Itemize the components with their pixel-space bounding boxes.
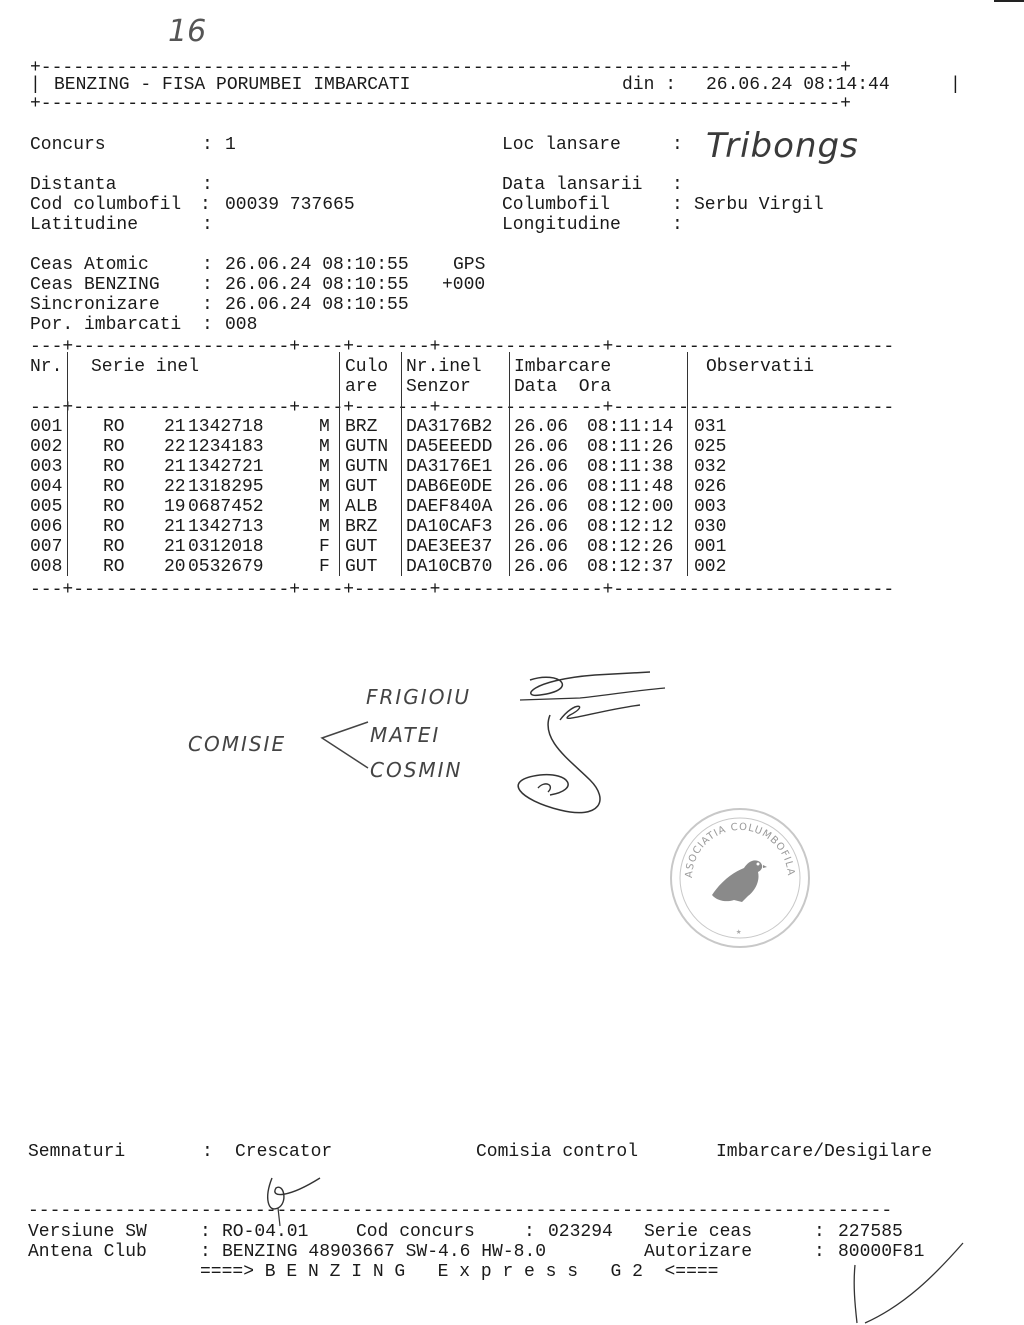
- header-box-top-border: +--------------------------------------------------------------------------+: [30, 58, 851, 78]
- cell-nr: 006: [30, 517, 63, 537]
- table-row: [0, 457, 1024, 477]
- cell-culoare: GUTN: [345, 457, 389, 477]
- semnaturi-label: Semnaturi: [28, 1142, 126, 1162]
- cell-ora: 08:12:00: [587, 497, 674, 517]
- cell-nr: 001: [30, 417, 63, 437]
- cell-culoare: GUT: [345, 477, 378, 497]
- cell-senzor: DA3176B2: [406, 417, 493, 437]
- cell-tara: RO: [103, 437, 125, 457]
- cell-tara: RO: [103, 537, 125, 557]
- cell-nr: 002: [30, 437, 63, 457]
- serie-ceas-label: Serie ceas: [644, 1222, 753, 1242]
- club-stamp: [670, 808, 810, 948]
- cod-concurs-value: 023294: [548, 1222, 613, 1242]
- pigeon-stamp-icon: [672, 810, 808, 946]
- header-din-value: 26.06.24 08:14:44: [706, 75, 890, 95]
- header-left-bar: |: [30, 75, 41, 95]
- cell-data: 26.06: [514, 457, 569, 477]
- concurs-colon: :: [202, 135, 213, 155]
- cell-serie: 1342713: [188, 517, 264, 537]
- handwritten-comisie: COMISIE: [188, 732, 287, 756]
- loc-lansare-handwritten-value: Tribongs: [706, 126, 859, 166]
- cod-concurs-colon: :: [524, 1222, 535, 1242]
- footer-top-border: --------------------------------------------------------------------------------: [28, 1201, 893, 1221]
- cell-data: 26.06: [514, 477, 569, 497]
- ceas-benzing-suffix: +000: [442, 275, 486, 295]
- cell-sex: M: [319, 437, 330, 457]
- table-row: [0, 497, 1024, 517]
- cell-tara: RO: [103, 457, 125, 477]
- cell-an: 21: [164, 537, 186, 557]
- versiune-sw-colon: :: [200, 1222, 211, 1242]
- cod-concurs-label: Cod concurs: [356, 1222, 475, 1242]
- cell-nr: 007: [30, 537, 63, 557]
- cell-sex: M: [319, 517, 330, 537]
- sincronizare-colon: :: [202, 295, 213, 315]
- th-nr: Nr.: [30, 357, 63, 377]
- cell-tara: RO: [103, 477, 125, 497]
- autorizare-value: 80000F81: [838, 1242, 925, 1262]
- cell-senzor: DA10CB70: [406, 557, 493, 577]
- antena-club-label: Antena Club: [28, 1242, 147, 1262]
- cell-culoare: GUT: [345, 557, 378, 577]
- cell-ora: 08:11:38: [587, 457, 674, 477]
- cell-serie: 1318295: [188, 477, 264, 497]
- columbofil-label: Columbofil: [502, 195, 611, 215]
- cell-data: 26.06: [514, 517, 569, 537]
- cell-ora: 08:12:26: [587, 537, 674, 557]
- ceas-atomic-label: Ceas Atomic: [30, 255, 149, 275]
- header-right-bar: |: [950, 75, 961, 95]
- cell-observatii: 001: [694, 537, 727, 557]
- stamp-text: ASOCIATIA COLUMBOFILA: [683, 821, 797, 879]
- ceas-atomic-suffix: GPS: [453, 255, 486, 275]
- cell-observatii: 026: [694, 477, 727, 497]
- versiune-sw-value: RO-04.01: [222, 1222, 309, 1242]
- antena-club-colon: :: [200, 1242, 211, 1262]
- cod-columbofil-value: 00039 737665: [225, 195, 355, 215]
- cell-observatii: 002: [694, 557, 727, 577]
- cell-culoare: BRZ: [345, 417, 378, 437]
- header-box-bottom-border: +--------------------------------------------------------------------------+: [30, 94, 851, 114]
- distanta-colon: :: [202, 175, 213, 195]
- cell-tara: RO: [103, 417, 125, 437]
- longitudine-label: Longitudine: [502, 215, 621, 235]
- ceas-atomic-value: 26.06.24 08:10:55: [225, 255, 409, 275]
- cell-sex: M: [319, 457, 330, 477]
- columbofil-value: Serbu Virgil: [694, 195, 824, 215]
- cell-culoare: GUTN: [345, 437, 389, 457]
- th-serie-inel: Serie inel: [91, 357, 200, 377]
- cell-ora: 08:11:14: [587, 417, 674, 437]
- cell-culoare: ALB: [345, 497, 378, 517]
- cell-senzor: DAB6E0DE: [406, 477, 493, 497]
- signature-crescator: Crescator: [235, 1142, 333, 1162]
- ceas-atomic-colon: :: [202, 255, 213, 275]
- cell-serie: 1234183: [188, 437, 264, 457]
- cell-culoare: GUT: [345, 537, 378, 557]
- cell-senzor: DAEF840A: [406, 497, 493, 517]
- table-bottom-border: ---+--------------------+----+-------+---------------+--------------------------: [30, 580, 895, 600]
- ceas-benzing-label: Ceas BENZING: [30, 275, 160, 295]
- cell-an: 19: [164, 497, 186, 517]
- cell-nr: 004: [30, 477, 63, 497]
- table-row: [0, 477, 1024, 497]
- por-imbarcati-value: 008: [225, 315, 258, 335]
- cell-tara: RO: [103, 557, 125, 577]
- serie-ceas-colon: :: [814, 1222, 825, 1242]
- table-header-bottom-border: ---+--------------------+----+-------+---------------+--------------------------: [30, 398, 895, 418]
- th-culoare-line1: Culo: [345, 357, 389, 377]
- distanta-label: Distanta: [30, 175, 117, 195]
- th-culoare-line2: are: [345, 377, 378, 397]
- scan-edge-mark: [994, 0, 1024, 2]
- th-imbarcare-line1: Imbarcare: [514, 357, 612, 377]
- antena-club-value: BENZING 48903667 SW-4.6 HW-8.0: [222, 1242, 547, 1262]
- sincronizare-label: Sincronizare: [30, 295, 160, 315]
- cell-an: 22: [164, 437, 186, 457]
- cell-ora: 08:11:48: [587, 477, 674, 497]
- cell-an: 21: [164, 417, 186, 437]
- cell-an: 21: [164, 517, 186, 537]
- bottom-right-pen-stroke: [845, 1235, 965, 1325]
- cell-observatii: 003: [694, 497, 727, 517]
- cod-columbofil-colon: :: [200, 195, 211, 215]
- table-top-border: ---+--------------------+----+-------+---------------+--------------------------: [30, 337, 895, 357]
- ceas-benzing-value: 26.06.24 08:10:55: [225, 275, 409, 295]
- header-din-label: din :: [622, 75, 677, 95]
- data-lansarii-colon: :: [672, 175, 683, 195]
- cell-sex: F: [319, 537, 330, 557]
- cell-sex: M: [319, 477, 330, 497]
- cell-serie: 0312018: [188, 537, 264, 557]
- cell-data: 26.06: [514, 497, 569, 517]
- handwritten-bracket: [316, 700, 376, 780]
- handwritten-name-3: COSMIN: [370, 758, 463, 782]
- longitudine-colon: :: [672, 215, 683, 235]
- th-observatii: Observatii: [706, 357, 815, 377]
- cell-data: 26.06: [514, 417, 569, 437]
- cell-sex: M: [319, 417, 330, 437]
- cell-serie: 0687452: [188, 497, 264, 517]
- cell-observatii: 030: [694, 517, 727, 537]
- latitudine-label: Latitudine: [30, 215, 139, 235]
- cell-serie: 1342718: [188, 417, 264, 437]
- handwritten-name-1: FRIGIOIU: [366, 685, 471, 709]
- benzing-banner: ====> B E N Z I N G E x p r e s s G 2 <====: [200, 1262, 719, 1282]
- cell-ora: 08:11:26: [587, 437, 674, 457]
- svg-text:★: ★: [736, 927, 742, 937]
- semnaturi-colon: :: [202, 1142, 213, 1162]
- autorizare-colon: :: [814, 1242, 825, 1262]
- table-row: [0, 517, 1024, 537]
- table-row: [0, 537, 1024, 557]
- cell-nr: 008: [30, 557, 63, 577]
- cell-serie: 0532679: [188, 557, 264, 577]
- cell-data: 26.06: [514, 557, 569, 577]
- data-lansarii-label: Data lansarii: [502, 175, 643, 195]
- cell-observatii: 031: [694, 417, 727, 437]
- cell-data: 26.06: [514, 437, 569, 457]
- table-row: [0, 417, 1024, 437]
- cell-observatii: 025: [694, 437, 727, 457]
- cell-tara: RO: [103, 517, 125, 537]
- cell-serie: 1342721: [188, 457, 264, 477]
- versiune-sw-label: Versiune SW: [28, 1222, 147, 1242]
- cod-columbofil-label: Cod columbofil: [30, 195, 182, 215]
- cell-sex: M: [319, 497, 330, 517]
- cell-nr: 003: [30, 457, 63, 477]
- cell-an: 21: [164, 457, 186, 477]
- cell-senzor: DAE3EE37: [406, 537, 493, 557]
- por-imbarcati-colon: :: [202, 315, 213, 335]
- ceas-benzing-colon: :: [202, 275, 213, 295]
- cell-senzor: DA5EEEDD: [406, 437, 493, 457]
- header-title: BENZING - FISA PORUMBEI IMBARCATI: [54, 75, 411, 95]
- concurs-label: Concurs: [30, 135, 106, 155]
- table-row: [0, 557, 1024, 577]
- signature-comisia-control: Comisia control: [476, 1142, 639, 1162]
- th-nr-inel-line2: Senzor: [406, 377, 471, 397]
- cell-tara: RO: [103, 497, 125, 517]
- table-row: [0, 437, 1024, 457]
- cell-culoare: BRZ: [345, 517, 378, 537]
- handwritten-name-2: MATEI: [370, 723, 441, 747]
- loc-lansare-colon: :: [672, 135, 683, 155]
- th-nr-inel-line1: Nr.inel: [406, 357, 482, 377]
- serie-ceas-value: 227585: [838, 1222, 903, 1242]
- sincronizare-value: 26.06.24 08:10:55: [225, 295, 409, 315]
- columbofil-colon: :: [672, 195, 683, 215]
- latitudine-colon: :: [202, 215, 213, 235]
- cell-an: 20: [164, 557, 186, 577]
- cell-ora: 08:12:37: [587, 557, 674, 577]
- autorizare-label: Autorizare: [644, 1242, 753, 1262]
- handwritten-page-mark: 16: [168, 14, 207, 49]
- commission-signatures-scribble: [500, 660, 680, 830]
- cell-nr: 005: [30, 497, 63, 517]
- cell-senzor: DA3176E1: [406, 457, 493, 477]
- cell-senzor: DA10CAF3: [406, 517, 493, 537]
- cell-data: 26.06: [514, 537, 569, 557]
- th-imbarcare-line2: Data Ora: [514, 377, 612, 397]
- cell-sex: F: [319, 557, 330, 577]
- loc-lansare-label: Loc lansare: [502, 135, 621, 155]
- cell-an: 22: [164, 477, 186, 497]
- por-imbarcati-label: Por. imbarcati: [30, 315, 182, 335]
- concurs-value: 1: [225, 135, 236, 155]
- cell-observatii: 032: [694, 457, 727, 477]
- cell-ora: 08:12:12: [587, 517, 674, 537]
- signature-imbarcare-desigilare: Imbarcare/Desigilare: [716, 1142, 933, 1162]
